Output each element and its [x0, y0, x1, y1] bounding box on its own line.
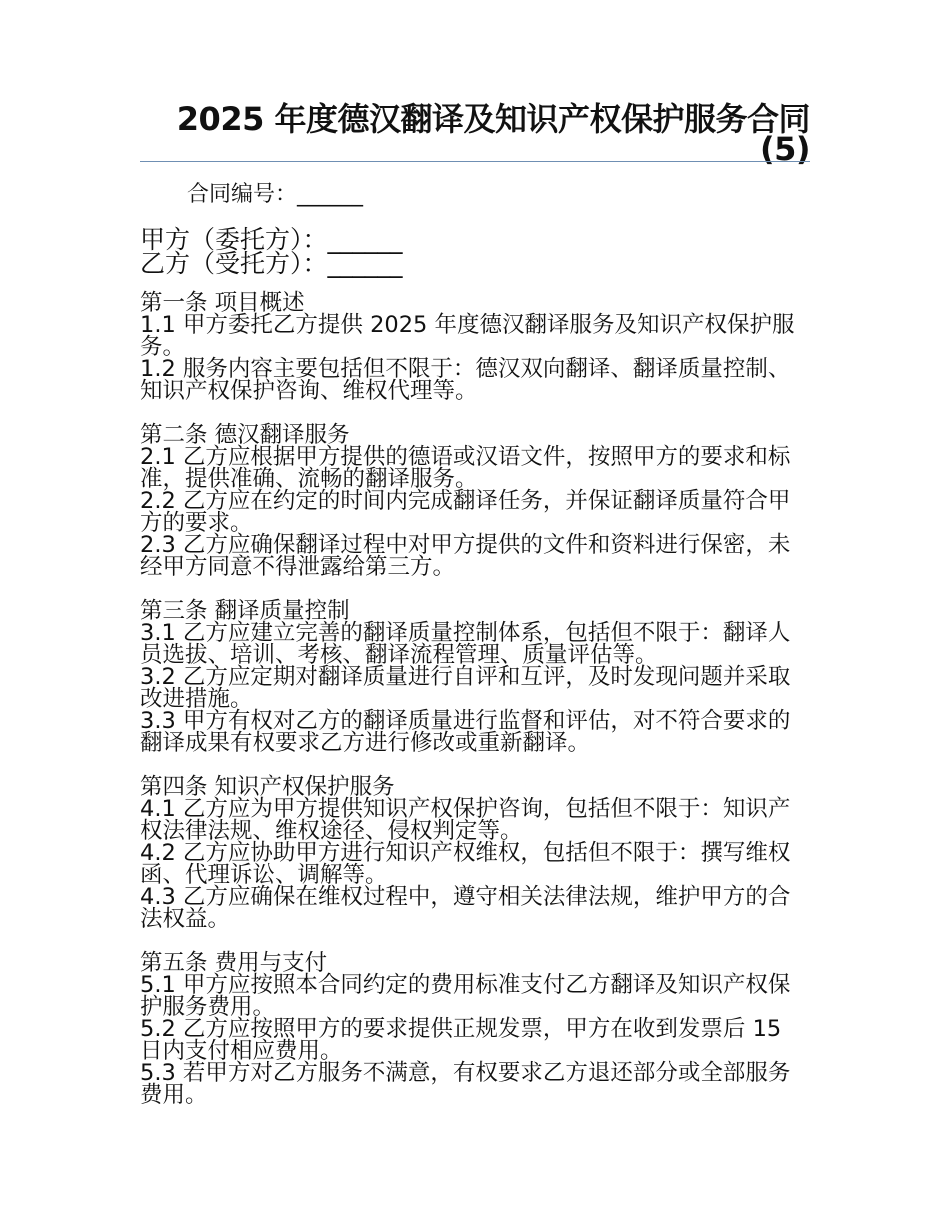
contract-body — [140, 292, 810, 1128]
clause: 3.3 甲方有权对乙方的翻译质量进行监督和评估，对不符合要求的翻译成果有权要求乙方进行修改或重新翻译。 — [140, 708, 791, 756]
clause: 3.2 乙方应定期对翻译质量进行自评和互评，及时发现问题并采取改进措施。 — [140, 664, 791, 712]
party-b-blank: ______ — [327, 249, 403, 278]
section-heading: 第四条 知识产权保护服务 — [140, 774, 395, 800]
clause: 3.1 乙方应建立完善的翻译质量控制体系，包括但不限于：翻译人员选拔、培训、考核、翻译流程管理、质量评估等。 — [140, 620, 791, 668]
contract-number-blank: ______ — [297, 182, 364, 207]
section-5 — [140, 952, 810, 1106]
section-4 — [140, 776, 810, 930]
title-divider — [140, 161, 810, 162]
clause: 4.1 乙方应为甲方提供知识产权保护咨询，包括但不限于：知识产权法律法规、维权途径、侵权判定等。 — [140, 796, 791, 844]
clause: 1.1 甲方委托乙方提供 2025 年度德汉翻译服务及知识产权保护服务。 — [140, 312, 795, 360]
section-3 — [140, 600, 810, 754]
clause: 2.2 乙方应在约定的时间内完成翻译任务，并保证翻译质量符合甲方的要求。 — [140, 488, 791, 536]
party-b-label: 乙方（受托方）： — [140, 249, 328, 278]
party-a-blank: ______ — [327, 225, 403, 254]
clause: 2.3 乙方应确保翻译过程中对甲方提供的文件和资料进行保密，未经甲方同意不得泄露给第三方。 — [140, 532, 791, 580]
section-2 — [140, 424, 810, 578]
section-heading: 第三条 翻译质量控制 — [140, 598, 350, 624]
contract-number-label: 合同编号： — [187, 182, 298, 207]
clause: 4.2 乙方应协助甲方进行知识产权维权，包括但不限于：撰写维权函、代理诉讼、调解等。 — [140, 840, 791, 888]
section-heading: 第一条 项目概述 — [140, 290, 305, 316]
section-heading: 第二条 德汉翻译服务 — [140, 422, 350, 448]
clause: 1.2 服务内容主要包括但不限于：德汉双向翻译、翻译质量控制、知识产权保护咨询、维权代理等。 — [140, 356, 791, 404]
section-heading: 第五条 费用与支付 — [140, 950, 328, 976]
parties-block — [140, 225, 403, 278]
clause: 2.1 乙方应根据甲方提供的德语或汉语文件，按照甲方的要求和标准，提供准确、流畅的翻译服务。 — [140, 444, 791, 492]
clause: 5.3 若甲方对乙方服务不满意，有权要求乙方退还部分或全部服务费用。 — [140, 1060, 791, 1108]
clause: 5.1 甲方应按照本合同约定的费用标准支付乙方翻译及知识产权保护服务费用。 — [140, 972, 791, 1020]
clause: 5.2 乙方应按照甲方的要求提供正规发票，甲方在收到发票后 15 日内支付相应费用。 — [140, 1016, 782, 1064]
party-b-line — [140, 249, 403, 278]
contract-number-line — [187, 182, 363, 208]
document-title: 2025 年度德汉翻译及知识产权保护服务合同(5) — [176, 100, 810, 168]
clause: 4.3 乙方应确保在维权过程中，遵守相关法律法规，维护甲方的合法权益。 — [140, 884, 791, 932]
party-a-label: 甲方（委托方）： — [140, 225, 328, 254]
section-1 — [140, 292, 810, 402]
